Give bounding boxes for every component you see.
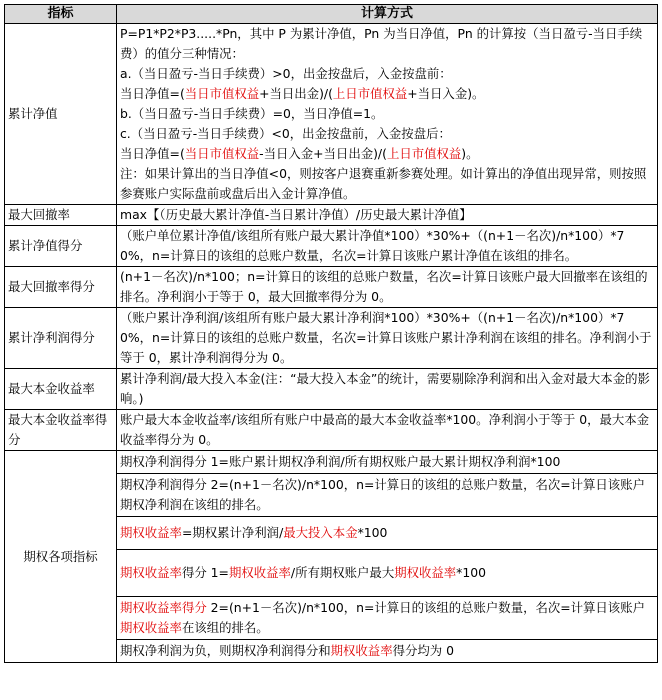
- highlight-term: 期权收益率: [120, 620, 182, 635]
- highlight-term: 上日市值权益: [386, 146, 462, 161]
- options-return-score-1: [117, 550, 658, 597]
- header-row: [5, 5, 658, 24]
- header-method: 计算方式: [117, 5, 658, 24]
- text-segment: +当日出金)/(: [259, 86, 333, 101]
- options-return-score-2: [117, 597, 658, 640]
- max-return-method: 累计净利润/最大投入本金(注：“最大投入本金”的统计，需要剔除净利润和出入金对最大本金的影响。): [117, 369, 658, 410]
- text-segment: )。: [461, 146, 479, 161]
- nav-score-method: （账户单位累计净值/该组所有账户最大累计净值*100）*30%+（(n+1－名次)/n*100）*70%，n=计算日的该组的总账户数量，名次=计算日该账户累计净值在该组的排名。: [117, 226, 658, 267]
- text-segment: /所有期权账户最大: [290, 565, 395, 580]
- max-return-name: 最大本金收益率: [5, 369, 117, 410]
- highlight-term: 期权收益率: [394, 565, 457, 580]
- profit-score-method: （账户累计净利润/该组所有账户最大累计净利润*100）*30%+（(n+1－名次)/n*100）*70%，n=计算日的该组的总账户数量，名次=计算日该账户累计净利润在该组的排名。净利润小于等于 0，累计净利润得分为 0。: [117, 308, 658, 369]
- header-indicator: 指标: [5, 5, 117, 24]
- max-return-score-method: 账户最大本金收益率/该组所有账户中最高的最大本金收益率*100。净利润小于等于 0，最大本金收益率得分为 0。: [117, 410, 658, 451]
- options-return-rate: [117, 517, 658, 550]
- text-segment: 得分均为 0: [392, 643, 454, 658]
- cumulative-nav-note: 注：如果计算出的当日净值<0，则按客户退赛重新参赛处理。如计算出的净值出现异常，则按照参赛账户实际盘前或盘后出入金计算净值。: [120, 166, 647, 201]
- cumulative-nav-method: [117, 24, 658, 205]
- highlight-term: 最大投入本金: [283, 525, 358, 540]
- options-profit-score-1: 期权净利润得分 1=账户累计期权净利润/所有期权账户最大累计期权净利润*100: [117, 451, 658, 474]
- text-segment: +当日入金)。: [407, 86, 485, 101]
- highlight-term: 期权收益率: [120, 565, 182, 580]
- text-segment: *100: [456, 565, 487, 580]
- row-drawdown-score: [5, 267, 658, 308]
- cumulative-nav-line-1: P=P1*P2*P3.....*Pn，其中 P 为累计净值，Pn 为当日净值，Pn 的计算按（当日盈亏-当日手续费）的值分三种情况：: [120, 26, 643, 61]
- drawdown-score-method: (n+1－名次)/n*100；n=计算日的该组的总账户数量，名次=计算日该账户最大回撤率在该组的排名。净利润小于等于 0，最大回撤率得分为 0。: [117, 267, 658, 308]
- highlight-term: 期权收益率: [120, 525, 182, 540]
- row-options-1: [5, 451, 658, 474]
- nav-score-name: 累计净值得分: [5, 226, 117, 267]
- row-cumulative-nav: [5, 24, 658, 205]
- highlight-term: 期权收益率得分: [120, 600, 207, 615]
- max-drawdown-name: 最大回撤率: [5, 205, 117, 226]
- text-segment: 当日净值=(: [120, 86, 185, 101]
- cumulative-nav-line-4: b.（当日盈亏-当日手续费）=0，当日净值=1。: [120, 106, 384, 121]
- cumulative-nav-line-3: [120, 84, 654, 104]
- text-segment: 当日净值=(: [120, 146, 185, 161]
- text-segment: *100: [357, 525, 388, 540]
- row-max-return: [5, 369, 658, 410]
- row-profit-score: [5, 308, 658, 369]
- profit-score-name: 累计净利润得分: [5, 308, 117, 369]
- options-name: 期权各项指标: [5, 451, 117, 663]
- row-max-return-score: [5, 410, 658, 451]
- max-return-score-name: 最大本金收益率得分: [5, 410, 117, 451]
- cumulative-nav-name: 累计净值: [5, 24, 117, 205]
- text-segment: 得分 1=: [181, 565, 229, 580]
- highlight-term: 期权收益率: [330, 643, 393, 658]
- options-negative-note: [117, 640, 658, 663]
- row-max-drawdown: [5, 205, 658, 226]
- text-segment: 期权净利润为负，则期权净利润得分和: [120, 643, 331, 658]
- max-drawdown-method: max【（历史最大累计净值-当日累计净值）/历史最大累计净值】: [117, 205, 658, 226]
- text-segment: =期权累计净利润/: [181, 525, 284, 540]
- cumulative-nav-line-5: c.（当日盈亏-当日手续费）<0，出金按盘前，入金按盘后：: [120, 126, 451, 141]
- text-segment: 在该组的排名。: [181, 620, 269, 635]
- row-nav-score: [5, 226, 658, 267]
- highlight-term: 当日市值权益: [184, 86, 260, 101]
- cumulative-nav-line-6: [120, 144, 654, 164]
- options-profit-score-2: 期权净利润得分 2=(n+1－名次)/n*100，n=计算日的该组的总账户数量，名次=计算日该账户期权净利润在该组的排名。: [117, 474, 658, 517]
- highlight-term: 期权收益率: [228, 565, 291, 580]
- highlight-term: 上日市值权益: [332, 86, 408, 101]
- highlight-term: 当日市值权益: [184, 146, 260, 161]
- text-segment: 2=(n+1－名次)/n*100，n=计算日的该组的总账户数量，名次=计算日该账户: [206, 600, 645, 615]
- cumulative-nav-line-2: a.（当日盈亏-当日手续费）>0，出金按盘后，入金按盘前：: [120, 66, 452, 81]
- text-segment: -当日入金+当日出金)/(: [259, 146, 387, 161]
- drawdown-score-name: 最大回撤率得分: [5, 267, 117, 308]
- indicator-table: [4, 4, 658, 663]
